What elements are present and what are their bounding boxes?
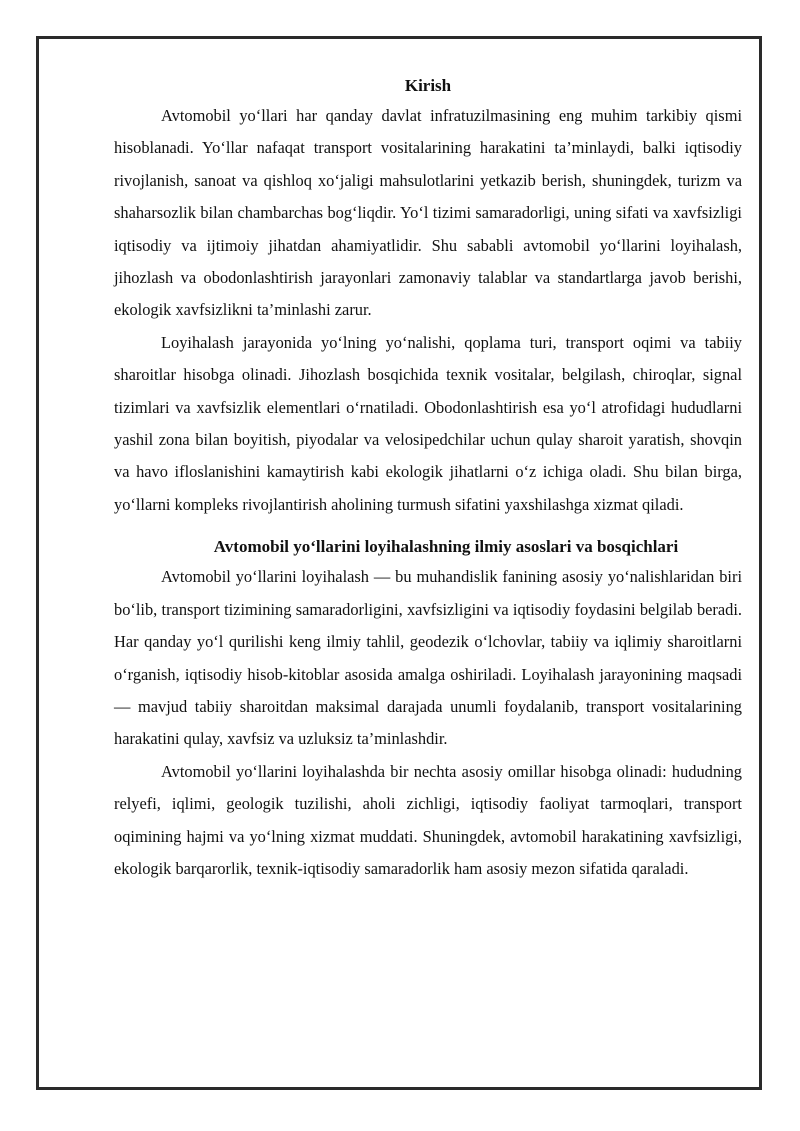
document-body [114, 74, 742, 885]
section-paragraph-2: Avtomobil yo‘llarini loyihalashda bir nechta asosiy omillar hisobga olinadi: hududning relyefi, iqlimi, geologik tuzilishi, aholi zichligi, iqtisodiy faoliyat tarmoqlari, transport oqimining hajmi va yo‘lning xizmat muddati. Shuningdek, avtomobil harakatining xavfsizligi, ekologik barqarorlik, texnik-iqtisodiy samaradorlik ham asosiy mezon sifatida qaraladi. [114, 761, 742, 878]
intro-paragraph-1: Avtomobil yo‘llari har qanday davlat infratuzilmasining eng muhim tarkibiy qismi hisoblanadi. Yo‘llar nafaqat transport vositalarining harakatini ta’minlaydi, balki iqtisodiy rivojlanish, sanoat va qishloq xo‘jaligi mahsulotlarini yetkazib berish, shuningdek, turizm va shaharsozlik bilan chambarchas bog‘liqdir. Yo‘l tizimi samaradorligi, uning sifati va xavfsizligi iqtisodiy va ijtimoiy jihatdan ahamiyatlidir. Shu sababli avtomobil yo‘llarini loyihalash, jihozlash va obodonlashtirish jarayonlari zamonaviy talablar va standartlarga javob berishi, ekologik xavfsizlikni ta’minlashi zarur. [114, 106, 742, 320]
document-title: Kirish [404, 76, 452, 95]
intro-paragraph-2: Loyihalash jarayonida yo‘lning yo‘nalishi, qoplama turi, transport oqimi va tabiiy sharoitlar hisobga olinadi. Jihozlash bosqichida texnik vositalar, belgilash, chiroqlar, signal tizimlari va xavfsizlik elementlari o‘rnatiladi. Obodonlashtirish esa yo‘l atrofidagi hududlarni yashil zona bilan boyitish, piyodalar va velosipedchilar uchun qulay sharoit yaratish, shovqin va havo ifloslanishini kamaytirish kabi ekologik jihatlarni o‘z ichiga oladi. Shu bilan birga, yo‘llarni kompleks rivojlantirish aholining turmush sifatini yaxshilashga xizmat qiladi. [114, 332, 742, 514]
section-paragraph-1: Avtomobil yo‘llarini loyihalash — bu muhandislik fanining asosiy yo‘nalishlaridan biri bo‘lib, transport tizimining samaradorligini, xavfsizligini va iqtisodiy foydasini belgilab beradi. Har qanday yo‘l qurilishi keng ilmiy tahlil, geodezik o‘lchovlar, tabiiy va iqlimiy sharoitlarni o‘rganish, iqtisodiy hisob-kitoblar asosida amalga oshiriladi. Loyihalash jarayonining maqsadi — mavjud tabiiy sharoitdan maksimal darajada unumli foydalanib, transport vositalarining harakatini qulay, xavfsiz va uzluksiz ta’minlashdir. [114, 567, 742, 749]
section-heading: Avtomobil yo‘llarini loyihalashning ilmiy asoslari va bosqichlari [213, 537, 679, 557]
